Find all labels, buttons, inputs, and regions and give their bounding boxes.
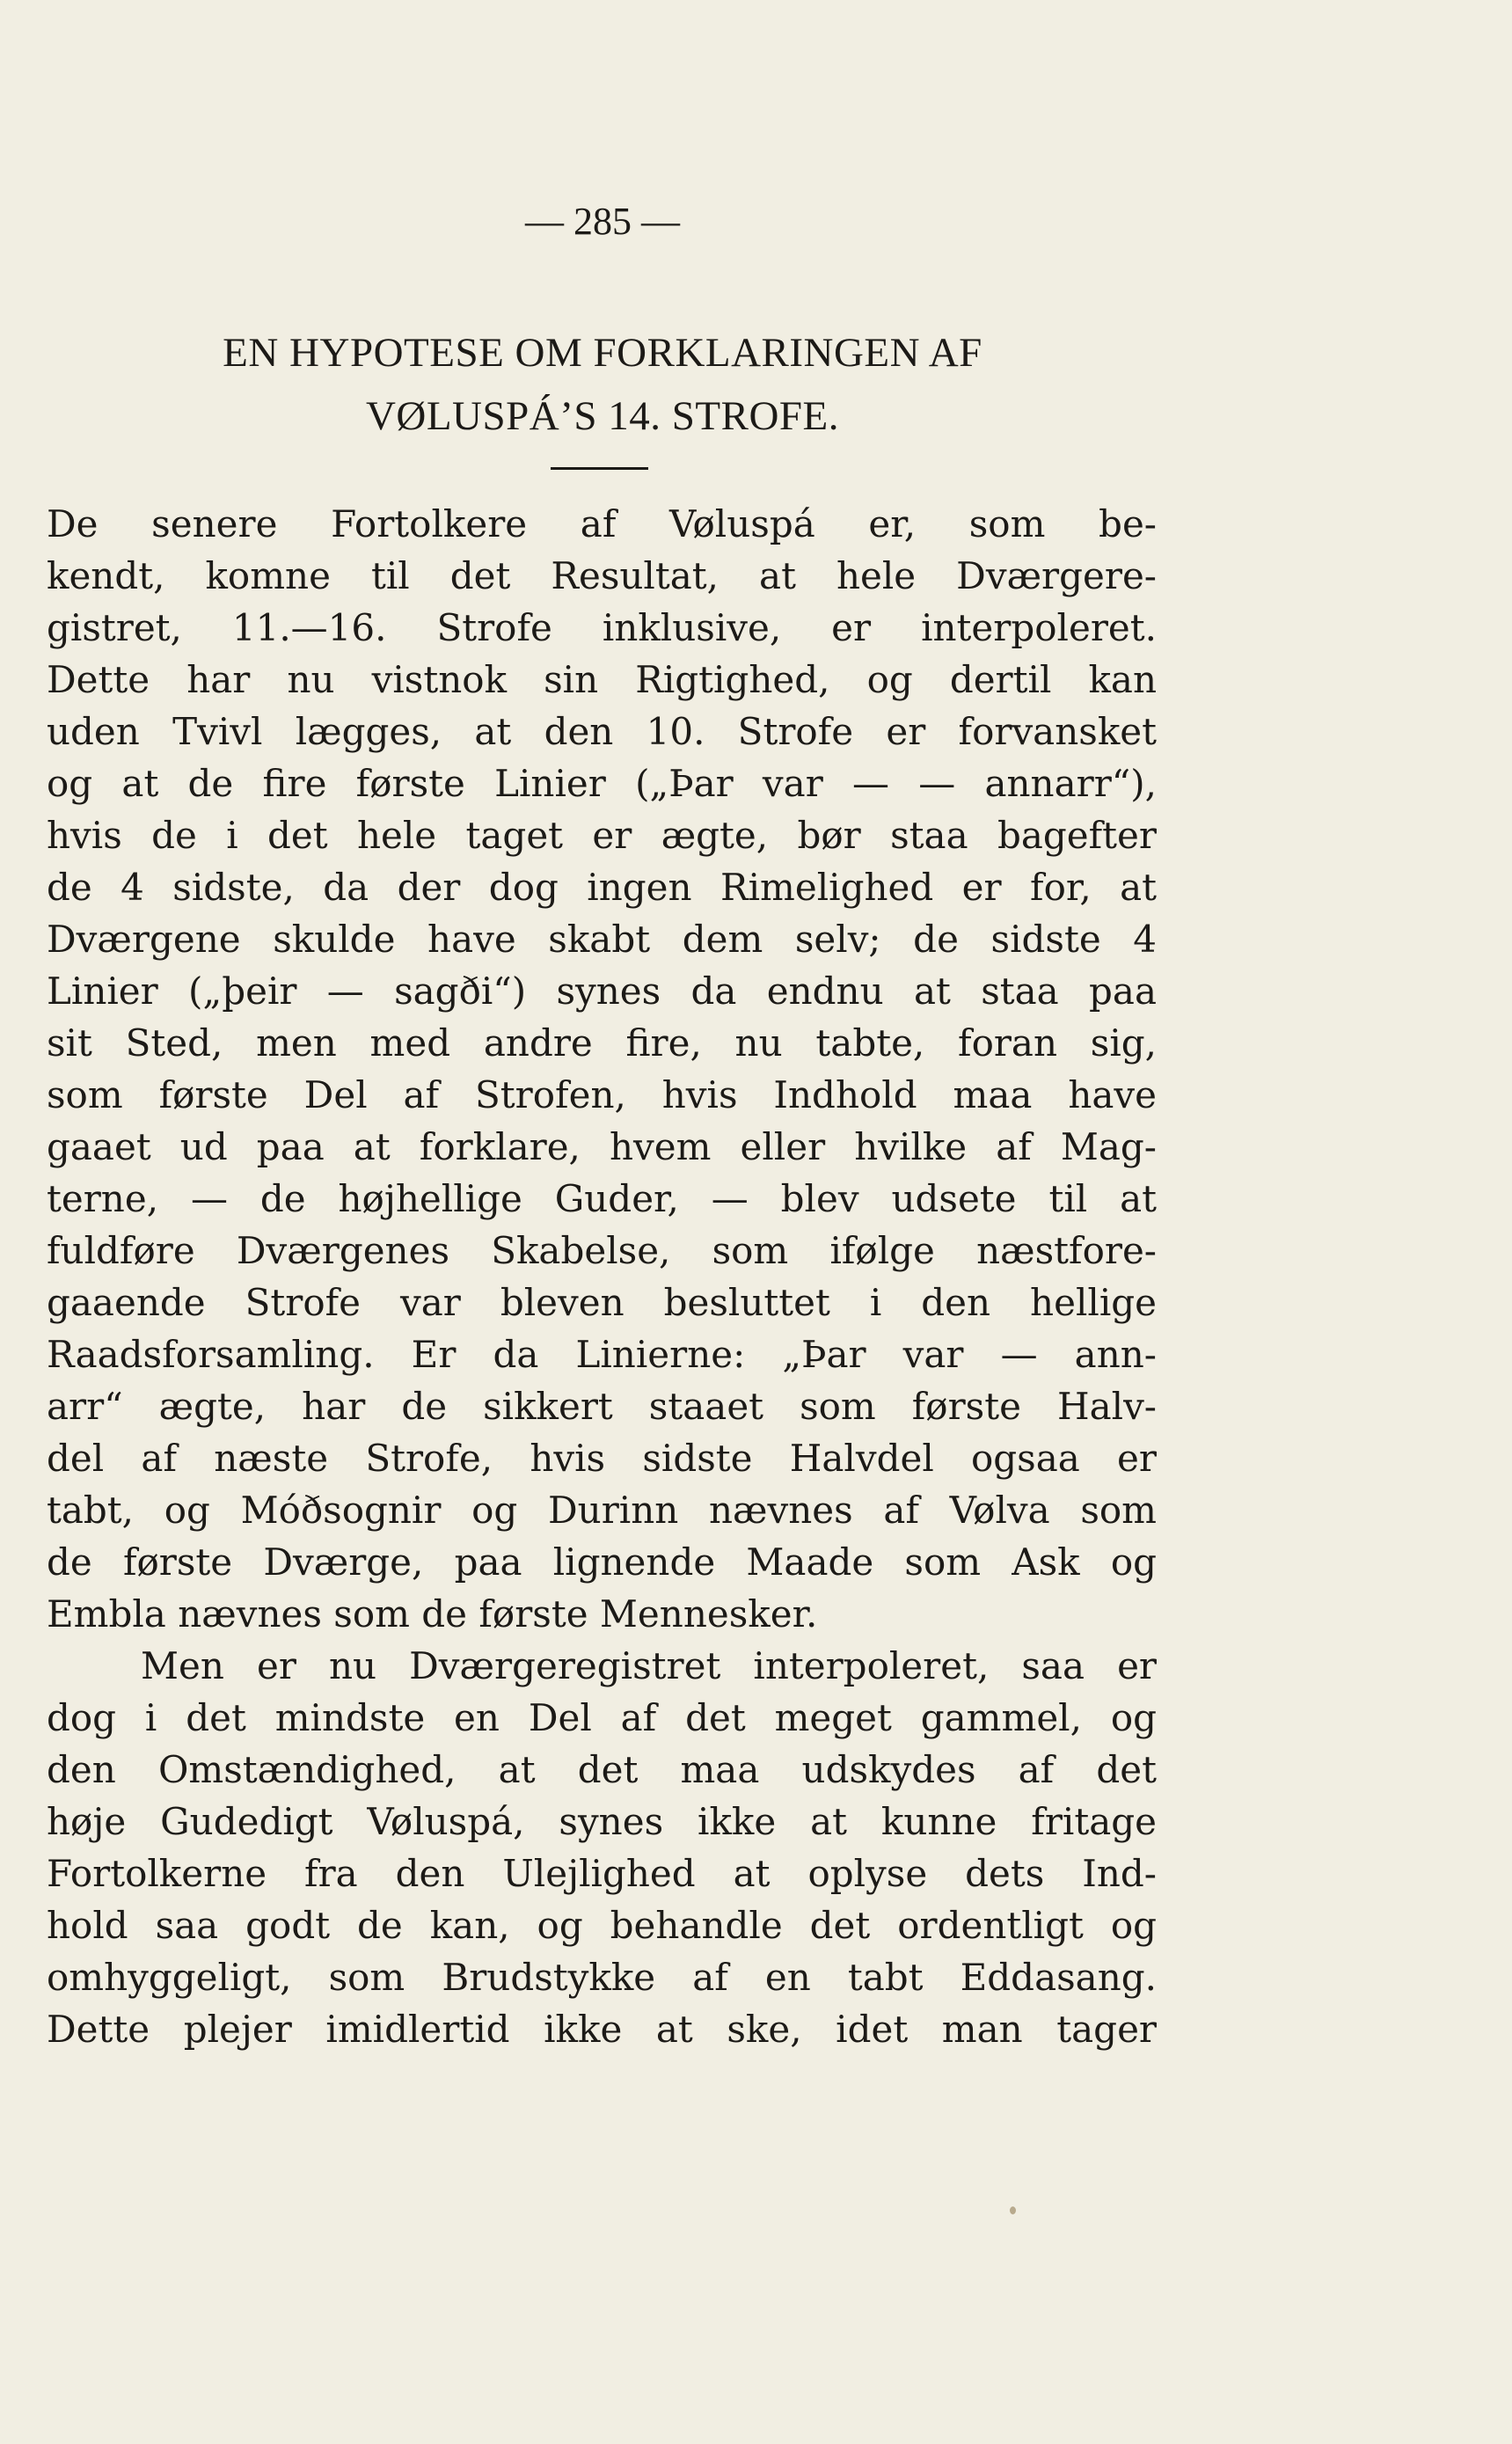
body-line: Raadsforsamling. Er da Linierne: „Þar var — ann-: [47, 1333, 1157, 1376]
body-line: sit Sted, men med andre fire, nu tabte, foran sig,: [47, 1021, 1157, 1065]
title-divider: [551, 467, 648, 470]
body-line: hvis de i det hele taget er ægte, bør staa bagefter: [47, 814, 1157, 857]
body-line-paragraph-start: Men er nu Dværgeregistret interpoleret, saa er: [141, 1644, 1157, 1687]
body-line: gaaende Strofe var bleven besluttet i den hellige: [47, 1281, 1157, 1324]
chapter-title-line-2: VØLUSPÁ’S 14. STROFE.: [365, 393, 840, 439]
body-line: høje Gudedigt Vøluspá, synes ikke at kunne fritage: [47, 1800, 1157, 1843]
body-line: tabt, og Móðsognir og Durinn nævnes af Vølva som: [47, 1489, 1157, 1532]
body-line: fuldføre Dværgenes Skabelse, som ifølge næstfore-: [47, 1229, 1157, 1272]
body-line: den Omstændighed, at det maa udskydes af det: [47, 1748, 1157, 1791]
body-line: de 4 sidste, da der dog ingen Rimelighed er for, at: [47, 866, 1157, 909]
body-line: kendt, komne til det Resultat, at hele Dværgere-: [47, 554, 1157, 597]
body-line: gistret, 11.—16. Strofe inklusive, er interpoleret.: [47, 606, 1157, 649]
chapter-title: [53, 321, 1152, 448]
body-line: omhyggeligt, som Brudstykke af en tabt Eddasang.: [47, 1956, 1157, 1999]
body-line: Linier („þeir — sagði“) synes da endnu at staa paa: [47, 970, 1157, 1013]
body-line: som første Del af Strofen, hvis Indhold maa have: [47, 1073, 1157, 1116]
body-line: hold saa godt de kan, og behandle det ordentligt og: [47, 1904, 1157, 1947]
body-line: de første Dværge, paa lignende Maade som Ask og: [47, 1540, 1157, 1584]
body-line: og at de fire første Linier („Þar var — — annarr“),: [47, 762, 1157, 805]
body-line: Fortolkerne fra den Ulejlighed at oplyse dets Ind-: [47, 1852, 1157, 1895]
body-line: terne, — de højhellige Guder, — blev udsete til at: [47, 1177, 1157, 1220]
body-line: Dette plejer imidlertid ikke at ske, idet man tager: [47, 2008, 1157, 2051]
body-line-paragraph-end: Embla nævnes som de første Mennesker.: [47, 1592, 818, 1635]
body-line: dog i det mindste en Del af det meget gammel, og: [47, 1696, 1157, 1739]
body-line: De senere Fortolkere af Vøluspá er, som be-: [47, 502, 1157, 545]
chapter-title-line-1: EN HYPOTESE OM FORKLARINGEN AF: [223, 330, 982, 376]
paper-speck: [1010, 2206, 1016, 2214]
body-line: del af næste Strofe, hvis sidste Halvdel ogsaa er: [47, 1437, 1157, 1480]
body-line: Dværgene skulde have skabt dem selv; de sidste 4: [47, 918, 1157, 961]
body-line: gaaet ud paa at forklare, hvem eller hvilke af Mag-: [47, 1125, 1157, 1168]
page-number: — 285 —: [525, 200, 680, 243]
body-line: arr“ ægte, har de sikkert staaet som første Halv-: [47, 1385, 1157, 1428]
body-line: Dette har nu vistnok sin Rigtighed, og dertil kan: [47, 658, 1157, 701]
body-line: uden Tvivl lægges, at den 10. Strofe er forvansket: [47, 710, 1157, 753]
